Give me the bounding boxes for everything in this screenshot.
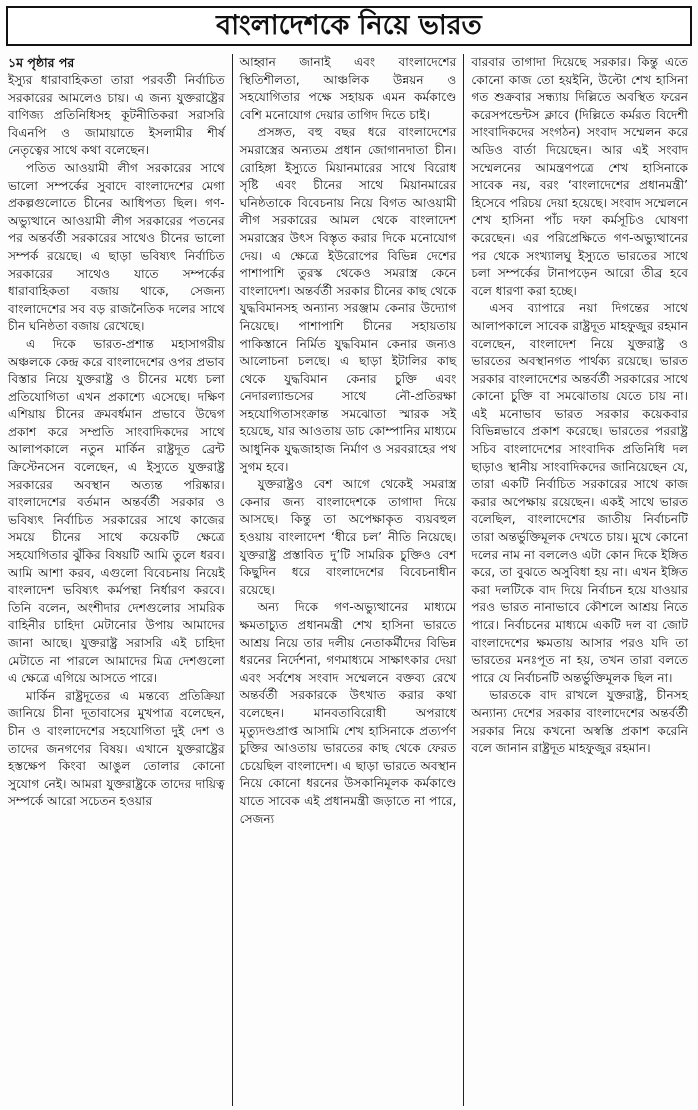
paragraph: প্রসঙ্গত, বহু বছর ধরে বাংলাদেশের সমরাস্ত্রের অন্যতম প্রধান জোগানদাতা চীন। রোহিঙ্গা ইস্যুতে মিয়ানমারের সাথে বিরোধ সৃষ্টি এবং চীনের সাথে মিয়ানমারের ঘনিষ্ঠতাকে বিবেচনায় নিয়ে বিগত আওয়ামী লীগ সরকারের আমল থেকে বাংলাদেশ সমরাস্ত্রের উৎস বিস্তৃত করার দিকে মনোযোগ দেয়। এ ক্ষেত্রে ইউরোপের বিভিন্ন দেশের পাশাপাশি তুরস্ক থেকেও সমরাস্ত্র কেনে বাংলাদেশ। অন্তর্বর্তী সরকার চীনের কাছ থেকে যুদ্ধবিমানসহ অন্যান্য সরঞ্জাম কেনার উদ্যোগ নিয়েছে। পাশাপাশি চীনের সহায়তায় পাকিস্তানে নির্মিত যুদ্ধবিমান কেনার জন্যও আলোচনা চলছে। এ ছাড়া ইটালির কাছ থেকে যুদ্ধবিমান কেনার চুক্তি এবং নেদারল্যান্ডসের সাথে নৌ-প্রতিরক্ষা সহযোগিতাসংক্রান্ত সমঝোতা স্মারক সই হয়েছে, যার আওতায় ডাচ কোম্পানির মাধ্যমে আধুনিক যুদ্ধজাহাজ নির্মাণ ও সরবরাহের পথ সুগম হবে।: [239, 125, 457, 474]
paragraph: এ দিকে ভারত-প্রশান্ত মহাসাগরীয় অঞ্চলকে কেন্দ্র করে বাংলাদেশের ওপর প্রভাব বিস্তার নিয়ে যুক্তরাষ্ট্র ও চীনের মধ্যে চলা প্রতিযোগিতা এখন প্রকাশ্যে এসেছে। দক্ষিণ এশিয়ায় চীনের ক্রমবর্ধমান প্রভাবে উদ্বেগ প্রকাশ করে সম্প্রতি সাংবাদিকদের সাথে আলাপকালে নতুন মার্কিন রাষ্ট্রদূত ব্রেন্ট ক্রিস্টেনসেন বলেছেন, এ ইস্যুতে যুক্তরাষ্ট্র সরকারের অবস্থান অত্যন্ত পরিষ্কার। বাংলাদেশের বর্তমান অন্তর্বর্তী সরকার ও ভবিষ্যৎ নির্বাচিত সরকারের সাথে কাজের সময়ে চীনের সাথে কয়েকটি ক্ষেত্রে সহযোগিতার ঝুঁকির বিষয়টি আমি তুলে ধরব। আমি আশা করব, এগুলো বিবেচনায় নিয়েই বাংলাদেশ ভবিষ্যৎ কর্মপন্থা নির্ধারণ করবে। তিনি বলেন, অংশীদার দেশগুলোর সামরিক বাহিনীর চাহিদা মেটানোর উপায় আমাদের জানা আছে। যুক্তরাষ্ট্র সরাসরি এই চাহিদা মেটাতে না পারলে আমাদের মিত্র দেশগুলো এ ক্ষেত্রে এগিয়ে আসতে পারে।: [8, 336, 225, 686]
paragraph: যুক্তরাষ্ট্রও বেশ আগে থেকেই সমরাস্ত্র কেনার জন্য বাংলাদেশকে তাগাদা দিয়ে আসছে। কিন্তু তা অপেক্ষাকৃত ব্যয়বহুল হওয়ায় বাংলাদেশ ‘ধীরে চল’ নীতি নিয়েছে। যুক্তরাষ্ট্র প্রস্তাবিত দু’টি সামরিক চুক্তিও বেশ কিছুদিন ধরে বাংলাদেশের বিবেচনাধীন রয়েছে।: [239, 477, 457, 597]
paragraph: আহ্বান জানাই এবং বাংলাদেশের স্থিতিশীলতা, আঞ্চলিক উন্নয়ন ও সহযোগিতার পক্ষে সহায়ক এমন কর্মকাণ্ডে বেশি মনোযোগ দেয়ার তাগিদ দিতে চাই।: [239, 55, 457, 122]
paragraph: এসব ব্যাপারে নয়া দিগন্তের সাথে আলাপকালে সাবেক রাষ্ট্রদূত মাহফুজুর রহমান বলেছেন, বাংলাদেশ নিয়ে যুক্তরাষ্ট্র ও ভারতের অবস্থানগত পার্থক্য রয়েছে। ভারত সরকার বাংলাদেশের অন্তর্বর্তী সরকারের সাথে কোনো চুক্তি বা সমঝোতায় যেতে চায় না। এই মনোভাব ভারত সরকার কয়েকবার বিভিন্নভাবে প্রকাশ করেছে। ভারতের পররাষ্ট্র সচিব বাংলাদেশের সাংবাদিক প্রতিনিধি দল ছাড়াও স্থানীয় সাংবাদিকদের জানিয়েছেন যে, তারা একটি নির্বাচিত সরকারের সাথে কাজ করার অপেক্ষায় রয়েছেন। একই সাথে ভারত বলেছিল, বাংলাদেশের জাতীয় নির্বাচনটি তারা অন্তর্ভুক্তিমূলক দেখতে চায়। মুখে কোনো দলের নাম না বললেও এটা কোন দিকে ইঙ্গিত করে, তা বুঝতে অসুবিধা হয় না। এখন ইঙ্গিত করা দলটিকে বাদ দিয়ে নির্বাচন হয়ে যাওয়ার পরও ভারত নানাভাবে কৌশলে আশ্রয় নিতে পারে। নির্বাচনের মাধ্যমে একটি দল বা জোট বাংলাদেশের ক্ষমতায় আসার পরও যদি তা ভারতের মনঃপূত না হয়, তখন তারা বলতে পারে যে নির্বাচনটি অন্তর্ভুক্তিমূলক ছিল না।: [471, 301, 689, 685]
paragraph: মার্কিন রাষ্ট্রদূতের এ মন্তব্যে প্রতিক্রিয়া জানিয়ে চীনা দূতাবাসের মুখপাত্র বলেছেন, চীন ও বাংলাদেশের সহযোগিতা দুই দেশ ও তাদের জনগণের বিষয়। এখানে যুক্তরাষ্ট্রের হস্তক্ষেপ কিংবা আঙুল তোলার কোনো সুযোগ নেই। আমরা যুক্তরাষ্ট্রকে তাদের দায়িত্ব সম্পর্কে আরো সচেতন হওয়ার: [8, 688, 225, 809]
paragraph: বারবার তাগাদা দিয়েছে সরকার। কিন্তু এতে কোনো কাজ তো হয়ইনি, উল্টো শেখ হাসিনা গত শুক্রবার সন্ধ্যায় দিল্লিতে অবস্থিত ফরেন করেসপন্ডেন্টস ক্লাবে (দিল্লিতে কর্মরত বিদেশী সাংবাদিকদের সংগঠন) সংবাদ সম্মেলন করে অডিও বার্তা দিয়েছেন। আর এই সংবাদ সম্মেলনের আমন্ত্রণপত্রে শেখ হাসিনাকে সাবেক নয়, বরং ‘বাংলাদেশের প্রধানমন্ত্রী’ হিসেবে পরিচয় দেয়া হয়েছে। সংবাদ সম্মেলনে শেখ হাসিনা পাঁচ দফা কর্মসূচিও ঘোষণা করেছেন। এর পরিপ্রেক্ষিতে গণ-অভ্যুত্থানের পর থেকে সংখ্যালঘু ইস্যুতে ভারতের সাথে চলা সম্পর্কের টানাপড়েন আরো তীব্র হবে বলে ধারণা করা হচ্ছে।: [471, 55, 689, 298]
paragraph: অন্য দিকে গণ-অভ্যুত্থানের মাধ্যমে ক্ষমতাচ্যুত প্রধানমন্ত্রী শেখ হাসিনা ভারতে আশ্রয় নিয়ে তার দলীয় নেতাকর্মীদের বিভিন্ন ধরনের নির্দেশনা, গণমাধ্যমে সাক্ষাৎকার দেয়া এবং সর্বশেষ সংবাদ সম্মেলনে বক্তব্য রেখে অন্তর্বর্তী সরকারকে উৎখাত করার কথা বলেছেন। মানবতাবিরোধী অপরাধে মৃত্যুদণ্ডপ্রাপ্ত আসামি শেখ হাসিনাকে প্রত্যর্পণ চুক্তির আওতায় ভারতের কাছ থেকে ফেরত চেয়েছিল বাংলাদেশ। এ ছাড়া ভারতে অবস্থান নিয়ে কোনো ধরনের উসকানিমূলক কর্মকাণ্ডে যাতে সাবেক এই প্রধানমন্ত্রী জড়াতে না পারে, সেজন্য: [239, 600, 457, 826]
article-column-1: [6, 54, 232, 1106]
continuation-note: ১ম পৃষ্ঠার পর: [8, 55, 75, 70]
article-column-2: [233, 54, 464, 1106]
paragraph: ইস্যুর ধারাবাহিকতা তারা পরবর্তী নির্বাচিত সরকারের আমলেও চায়। এ জন্য যুক্তরাষ্ট্রের বাণিজ্য প্রতিনিধিসহ কূটনীতিকরা সরাসরি বিএনপি ও জামায়াতে ইসলামীর শীর্ষ নেতৃত্বের সাথে কথা বলেছেন।: [8, 73, 225, 158]
article-columns: [6, 54, 692, 1106]
article-column-3: [464, 54, 692, 1106]
headline-box: [6, 6, 692, 46]
paragraph: ভারতকে বাদ রাখলে যুক্তরাষ্ট্র, চীনসহ অন্যান্য দেশের সরকার বাংলাদেশের অন্তর্বর্তী সরকার নিয়ে কখনো অস্বস্তি প্রকাশ করেনি বলে জানান রাষ্ট্রদূত মাহফুজুর রহমান।: [471, 688, 689, 756]
article-headline: বাংলাদেশকে নিয়ে ভারত: [216, 10, 482, 41]
paragraph: পতিত আওয়ামী লীগ সরকারের সাথে ভালো সম্পর্কের সুবাদে বাংলাদেশের মেগা প্রকল্পগুলোতে চীনের আধিপত্য ছিল। গণ-অভ্যুত্থানে আওয়ামী লীগ সরকারের পতনের পর অন্তর্বর্তী সরকারের সাথেও চীনের ভালো সম্পর্ক রয়েছে। এ ছাড়া ভবিষ্যৎ নির্বাচিত সরকারের সাথেও যাতে সম্পর্কের ধারাবাহিকতা বজায় থাকে, সেজন্য বাংলাদেশের সব বড় রাজনৈতিক দলের সাথে চীন ঘনিষ্ঠতা বজায় রেখেছে।: [8, 160, 225, 334]
